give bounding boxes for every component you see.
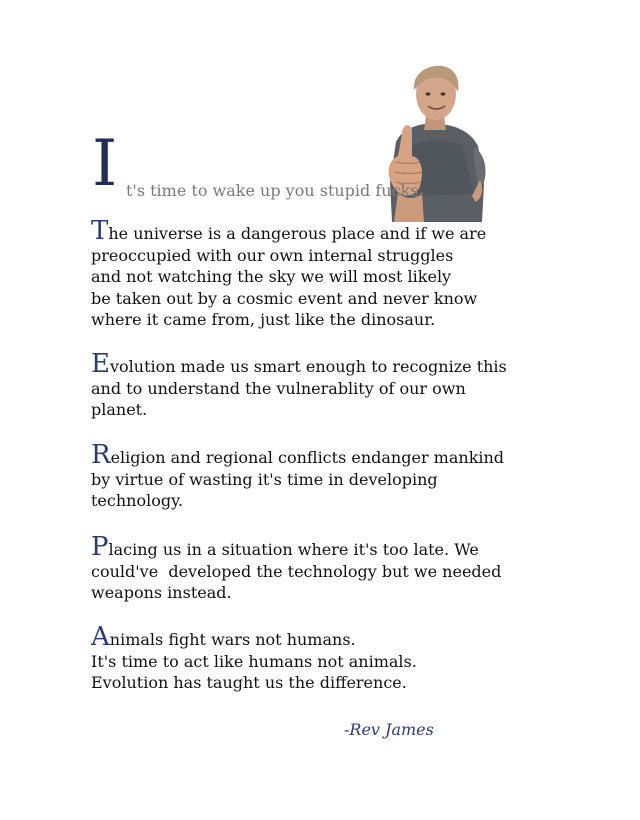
paragraph-line: could've developed the technology but we needed [91, 561, 502, 581]
signature: -Rev James [344, 720, 434, 739]
paragraph-cap: R [91, 440, 111, 470]
paragraph-cap: A [91, 622, 110, 652]
paragraph-line [91, 532, 591, 562]
paragraph-line: and not watching the sky we will most likely [91, 267, 452, 287]
paragraph-line: planet. [91, 400, 148, 420]
title-drop-cap: I [92, 127, 118, 201]
paragraph-cap: E [91, 349, 110, 379]
paragraph-text: volution made us smart enough to recognize this [109, 357, 507, 376]
paragraph-line [91, 349, 591, 379]
paragraph-text: eligion and regional conflicts endanger mankind [110, 448, 505, 467]
paragraph-placing [91, 532, 591, 604]
paragraph-line: weapons instead. [91, 583, 232, 603]
paragraph-line [91, 622, 591, 652]
title-text: t's time to wake up you stupid fucks. [126, 181, 424, 200]
paragraph-cap: P [91, 532, 109, 562]
paragraph-cap: T [91, 216, 109, 246]
paragraph-line: It's time to act like humans not animals. [91, 651, 417, 671]
paragraph-line [91, 440, 591, 470]
paragraph-line: preoccupied with our own internal struggles [91, 245, 454, 265]
paragraph-text: he universe is a dangerous place and if we are [108, 224, 487, 243]
document-title [90, 126, 510, 206]
paragraph-line: and to understand the vulnerablity of our own [91, 378, 466, 398]
paragraph-line [91, 216, 591, 246]
paragraph-line: by virtue of wasting it's time in developing [91, 469, 438, 489]
paragraph-religion [91, 440, 591, 512]
paragraph-line: Evolution has taught us the difference. [91, 673, 407, 693]
paragraph-text: nimals fight wars not humans. [109, 630, 356, 649]
paragraph-line: technology. [91, 491, 184, 511]
paragraph-universe [91, 216, 591, 331]
paragraph-line: be taken out by a cosmic event and never know [91, 288, 478, 308]
paragraph-line: where it came from, just like the dinosaur. [91, 310, 436, 330]
paragraph-evolution [91, 349, 591, 421]
paragraph-text: lacing us in a situation where it's too late. We [108, 540, 479, 559]
paragraph-animals [91, 622, 591, 694]
